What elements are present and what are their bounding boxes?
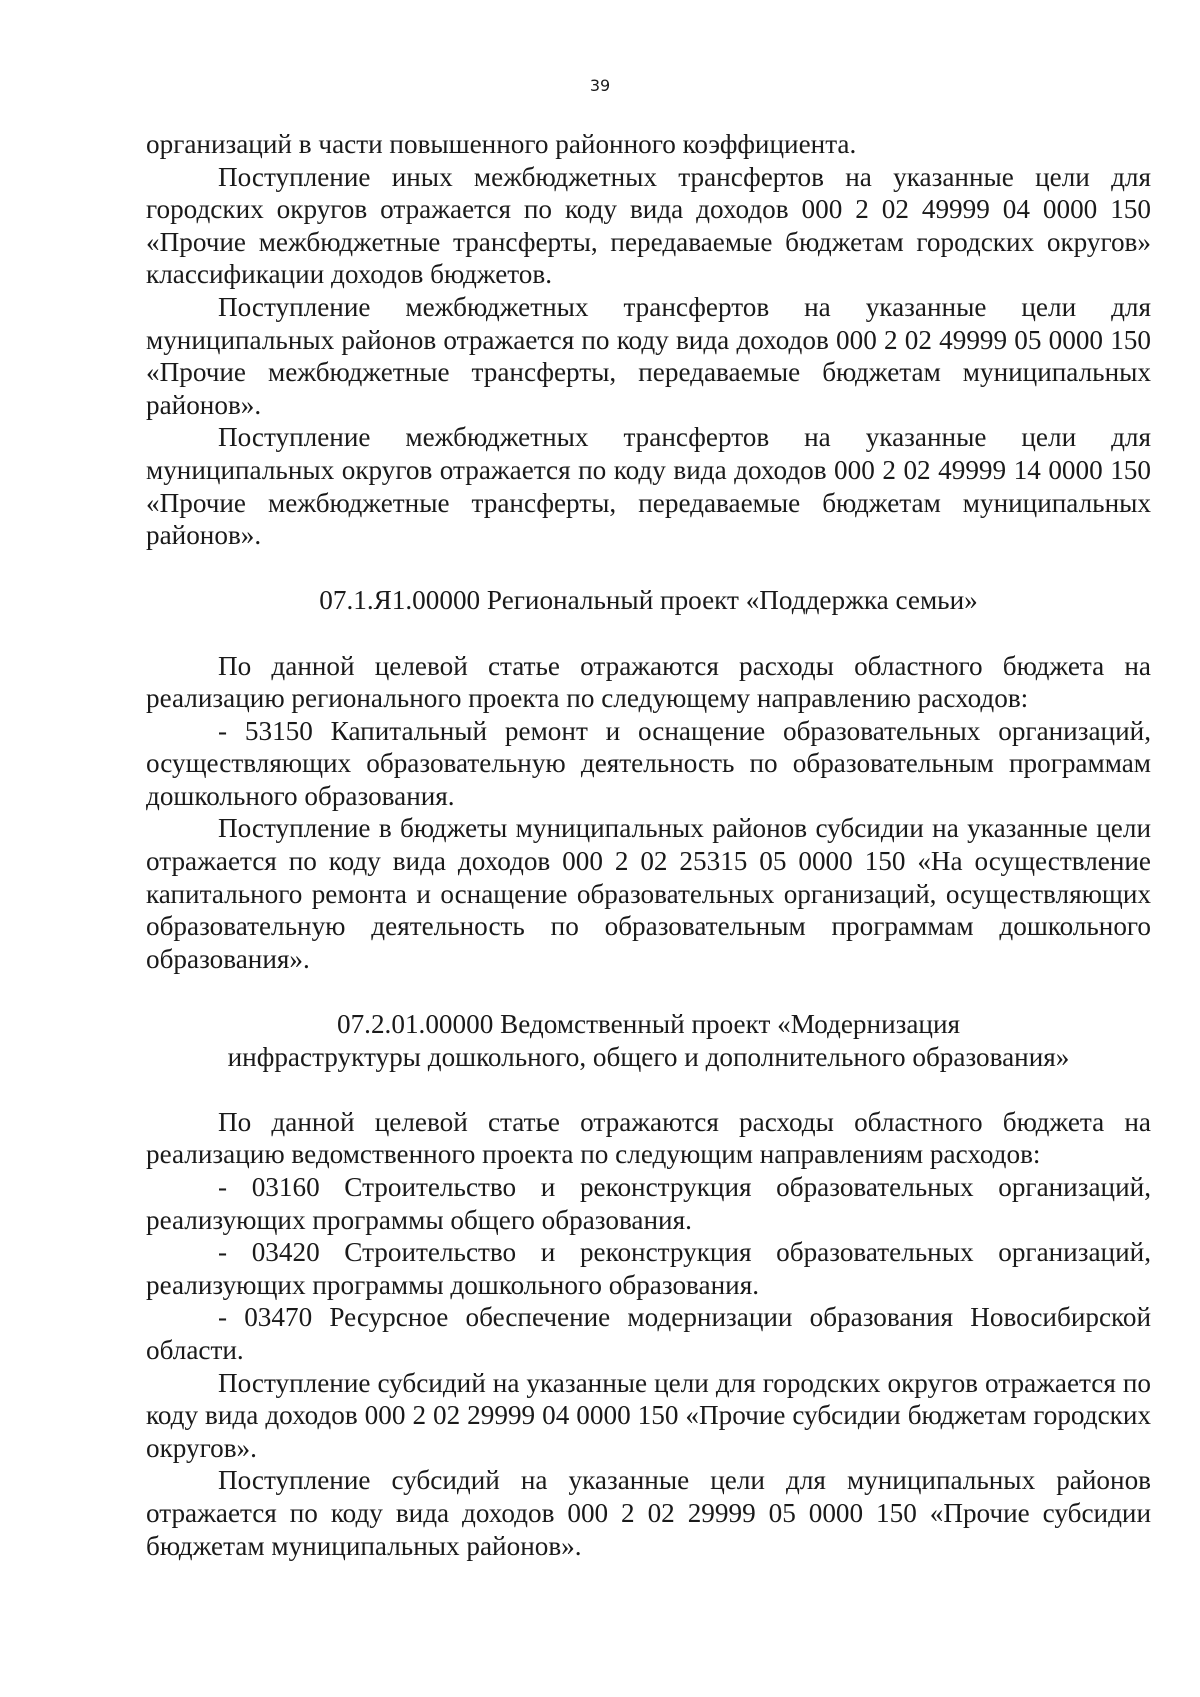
paragraph-continuation: организаций в части повышенного районного коэффициента. — [146, 129, 857, 159]
section1-item-53150: - 53150 Капитальный ремонт и оснащение образовательных организаций, осуществляющих образовательную деятельность по образовательным программам дошкольного образования. — [146, 715, 1151, 811]
section-heading-departmental-project — [146, 1008, 1151, 1073]
page-number: 39 — [589, 76, 611, 95]
section2-item-03160: - 03160 Строительство и реконструкция образовательных организаций, реализующих программы общего образования. — [146, 1172, 1151, 1235]
section2-item-03470: - 03470 Ресурсное обеспечение модернизации образования Новосибирской области. — [146, 1302, 1151, 1365]
section1-intro: По данной целевой статье отражаются расходы областного бюджета на реализацию регионального проекта по следующему направлению расходов: — [146, 650, 1151, 714]
section-heading-line-1: 07.2.01.00000 Ведомственный проект «Модернизация — [336, 1009, 961, 1040]
section2-income-municipal: Поступление субсидий на указанные цели для муниципальных районов отражается по коду вида доходов 000 2 02 29999 05 0000 150 «Прочие субсидии бюджетам муниципальных районов». — [146, 1465, 1151, 1561]
paragraph-municipal-districts: Поступление межбюджетных трансфертов на указанные цели для муниципальных районов отражается по коду вида доходов 000 2 02 49999 05 0000 150 «Прочие межбюджетные трансферты, передаваемые бюджетам муниципальных районов». — [146, 291, 1151, 420]
paragraph-urban-districts: Поступление иных межбюджетных трансфертов на указанные цели для городских округов отражается по коду вида доходов 000 2 02 49999 04 0000 150 «Прочие межбюджетные трансферты, передаваемые бюджетам городских округов» классификации доходов бюджетов. — [146, 161, 1151, 290]
section2-intro: По данной целевой статье отражаются расходы областного бюджета на реализацию ведомственного проекта по следующим направлениям расходов: — [146, 1106, 1151, 1170]
paragraph-municipal-okrugs: Поступление межбюджетных трансфертов на указанные цели для муниципальных округов отражается по коду вида доходов 000 2 02 49999 14 0000 150 «Прочие межбюджетные трансферты, передаваемые бюджетам муниципальных районов». — [146, 422, 1151, 551]
document-body — [146, 128, 1151, 1562]
section2-item-03420: - 03420 Строительство и реконструкция образовательных организаций, реализующих программы дошкольного образования. — [146, 1237, 1151, 1300]
section1-income: Поступление в бюджеты муниципальных районов субсидии на указанные цели отражается по коду вида доходов 000 2 02 25315 05 0000 150 «На осуществление капитального ремонта и оснащение образовательных организаций, осуществляющих образовательную деятельность по образовательным программам дошкольного образования». — [146, 813, 1151, 974]
section-heading-regional-project: 07.1.Я1.00000 Региональный проект «Поддержка семьи» — [319, 585, 978, 616]
section-heading-line-2: инфраструктуры дошкольного, общего и дополнительного образования» — [227, 1041, 1070, 1072]
section2-income-urban: Поступление субсидий на указанные цели для городских округов отражается по коду вида доходов 000 2 02 29999 04 0000 150 «Прочие субсидии бюджетам городских округов». — [146, 1367, 1151, 1463]
